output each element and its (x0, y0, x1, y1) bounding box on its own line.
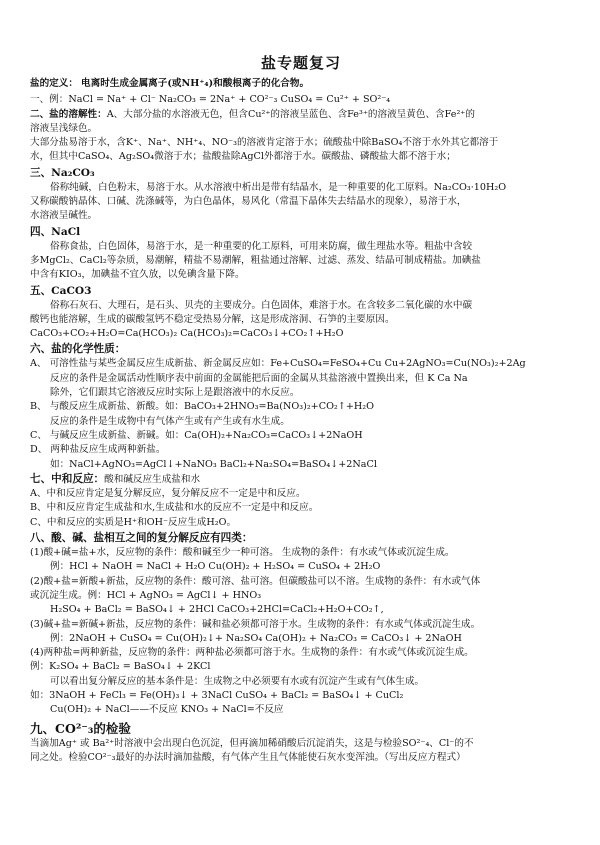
co3-test-heading: 九、CO²⁻₃的检验 (30, 720, 131, 736)
neutralization-b: B、中和反应肯定生成盐和水,生成盐和水的反应不一定是中和反应。 (30, 502, 319, 514)
dd-line-1: (1)酸+碱=盐+水，反应物的条件：酸和碱至少一种可溶。 生成物的条件：有水或气体或沉淀生成。 (30, 547, 455, 559)
property-d-line-1: D、 两种盐反应生成两种新盐。 (30, 444, 166, 456)
neutralization-definition: 酸和碱反应生成盐和水 (104, 473, 201, 485)
nacl-line-2: 多MgCl₂、CaCl₂等杂质，易潮解，精盐不易潮解，粗盐通过溶解、过滤、蒸发、结晶可制成精盐。加碘盐 (30, 254, 481, 266)
dd-line-3: (2)酸+盐=新酸+新盐，反应物的条件：酸可溶、盐可溶。但碳酸盐可以不溶。生成物的条件：有水或气体 (30, 575, 481, 587)
property-a-line-3: 除外，它们跟其它溶液反应时实际上是跟溶液中的水反应。 (50, 387, 300, 399)
definition-text: 电离时生成金属离子(或NH⁺₄)和酸根离子的化合物。 (81, 78, 310, 89)
property-b-line-1: B、 与酸反应生成新盐、新酸。如：BaCO₃+2HNO₃=Ba(NO₃)₂+CO₂↑+H₂O (30, 401, 374, 413)
na2co3-line-3: 水溶液呈碱性。 (30, 210, 98, 222)
nacl-line-3: 中含有KIO₃，加碘盐不宜久放，以免碘含量下降。 (30, 269, 245, 281)
caco3-line-2: 酸钙也能溶解，生成的碳酸氢钙不稳定受热易分解，这是形成溶洞、石笋的主要原因。 (30, 313, 395, 325)
nacl-heading: 四、NaCl (30, 225, 81, 238)
caco3-equations: CaCO₃+CO₂+H₂O=Ca(HCO₃)₂ Ca(HCO₃)₂=CaCO₃↓+CO₂↑+H₂O (30, 328, 344, 340)
property-b-line-2: 反应的条件是生成物中有气体产生或有产生或有水生成。 (50, 415, 290, 427)
solubility-line-2: 溶液呈浅绿色。 (30, 122, 98, 134)
neutralization-heading-line (30, 472, 572, 487)
nacl-line-1: 俗称食盐，白色固体，易溶于水，是一种重要的化工原料，可用来防腐，做生理盐水等。粗盐中含较 (50, 240, 473, 252)
property-a-line-1: A、 可溶性盐与某些金属反应生成新盐、新金属反应如：Fe+CuSO₄=FeSO₄+Cu Cu+2AgNO₃=Cu(NO₃)₂+2Ag (30, 358, 526, 370)
solubility-heading: 二、盐的溶解性： (30, 108, 107, 120)
na2co3-heading: 三、Na₂CO₃ (30, 166, 95, 179)
dd-line-9: 例：K₂SO₄ + BaCl₂ = BaSO₄↓ + 2KCl (30, 661, 211, 673)
dd-line-12: Cu(OH)₂ + NaCl——不反应 KNO₃ + NaCl=不反应 (50, 704, 284, 716)
solubility-line-3: 大部分盐易溶于水，含K⁺、Na⁺、NH⁺₄、NO⁻₃的溶液肯定溶于水；硫酸盐中除BaSO₄不溶于水外其它都溶于 (30, 137, 499, 149)
neutralization-heading: 七、中和反应： (30, 472, 105, 485)
double-decomposition-heading: 八、酸、碱、盐相互之间的复分解反应有四类： (30, 532, 253, 545)
chem-properties-heading: 六、盐的化学性质： (30, 343, 126, 356)
dd-line-7: 例：2NaOH + CuSO₄ = Cu(OH)₂↓+ Na₂SO₄ Ca(OH)₂ + Na₂CO₃ = CaCO₃↓ + 2NaOH (50, 632, 462, 644)
dd-line-11: 如：3NaOH + FeCl₃ = Fe(OH)₃↓ + 3NaCl CuSO₄ + BaCl₂ = BaSO₄↓ + CuCl₂ (30, 689, 404, 701)
solubility-line-4: 水，但其中CaSO₄、Ag₂SO₄微溶于水；盐酸盐除AgCl外都溶于水。碳酸盐、磷酸盐大都不溶于水； (30, 151, 456, 163)
solubility-text-1: A、大部分盐的水溶液无色，但含Cu²⁺的溶液呈蓝色、含Fe³⁺的溶液呈黄色、含Fe²⁺的 (106, 108, 475, 120)
property-d-line-2: 如：NaCl+AgNO₃=AgCl↓+NaNO₃ BaCl₂+Na₂SO₄=BaSO₄↓+2NaCl (50, 458, 377, 470)
neutralization-a: A、中和反应肯定是复分解反应，复分解反应不一定是中和反应。 (30, 488, 306, 500)
solubility-line-1 (30, 108, 572, 122)
neutralization-c: C、中和反应的实质是H⁺和OH⁻反应生成H₂O。 (30, 516, 237, 528)
caco3-line-1: 俗称石灰石、大理石，是石头、贝壳的主要成分。白色固体，难溶于水。在含较多二氧化碳的水中碳 (50, 299, 473, 311)
page-title: 盐专题复习 (260, 54, 341, 72)
property-a-line-2: 反应的条件是金属活动性顺序表中前面的金属能把后面的金属从其盐溶液中置换出来，但 K Ca Na (50, 372, 468, 384)
ionization-examples: 一、例：NaCl = Na⁺ + Cl⁻ Na₂CO₃ = 2Na⁺ + CO²⁻₃ CuSO₄ = Cu²⁺ + SO²⁻₄ (30, 94, 391, 106)
na2co3-line-1: 俗称纯碱，白色粉末，易溶于水。从水溶液中析出是带有结晶水，是一种重要的化工原料。Na₂CO₃·10H₂O (50, 181, 507, 193)
dd-line-8: (4)两种盐=两种新盐，反应物的条件：两种盐必须都可溶于水。生成物的条件：有水或气体或沉淀生成。 (30, 647, 474, 659)
dd-line-6: (3)碱+盐=新碱+新盐，反应物的条件：碱和盐必须都可溶于水。生成物的条件：有水或气体或沉淀生成。 (30, 618, 481, 630)
co3-test-line-2: 同之处。检验CO²⁻₃最好的办法时滴加盐酸，有气体产生且气体能使石灰水变浑浊。（写出反应方程式） (30, 751, 466, 763)
definition-line (30, 77, 572, 91)
dd-line-5: H₂SO₄ + BaCl₂ = BaSO₄↓ + 2HCl CaCO₃+2HCl=CaCl₂+H₂O+CO₂↑, (50, 604, 384, 616)
dd-line-4: 或沉淀生成。例：HCl + AgNO₃ = AgCl↓ + HNO₃ (30, 589, 262, 601)
na2co3-line-2: 又称碳酸钠晶体、口碱、洗涤碱等，为白色晶体，易风化（常温下晶体失去结晶水的现象），易溶于水， (30, 196, 467, 208)
dd-line-2: 例：HCl + NaOH = NaCl + H₂O Cu(OH)₂ + H₂SO₄ = CuSO₄ + 2H₂O (50, 561, 381, 573)
dd-line-10: 可以看出复分解反应的基本条件是：生成物之中必须要有水或有沉淀产生或有气体生成。 (50, 675, 425, 687)
co3-test-line-1: 当滴加Ag⁺ 或 Ba²⁺时溶液中会出现白色沉淀，但再滴加稀硝酸后沉淀消失，这是与检验SO²⁻₄、Cl⁻的不 (30, 737, 474, 749)
caco3-heading: 五、CaCO3 (30, 284, 92, 297)
definition-label: 盐的定义： (30, 78, 78, 89)
property-c-line-1: C、 与碱反应生成新盐、新碱。如：Ca(OH)₂+Na₂CO₃=CaCO₃↓+2NaOH (30, 429, 363, 441)
